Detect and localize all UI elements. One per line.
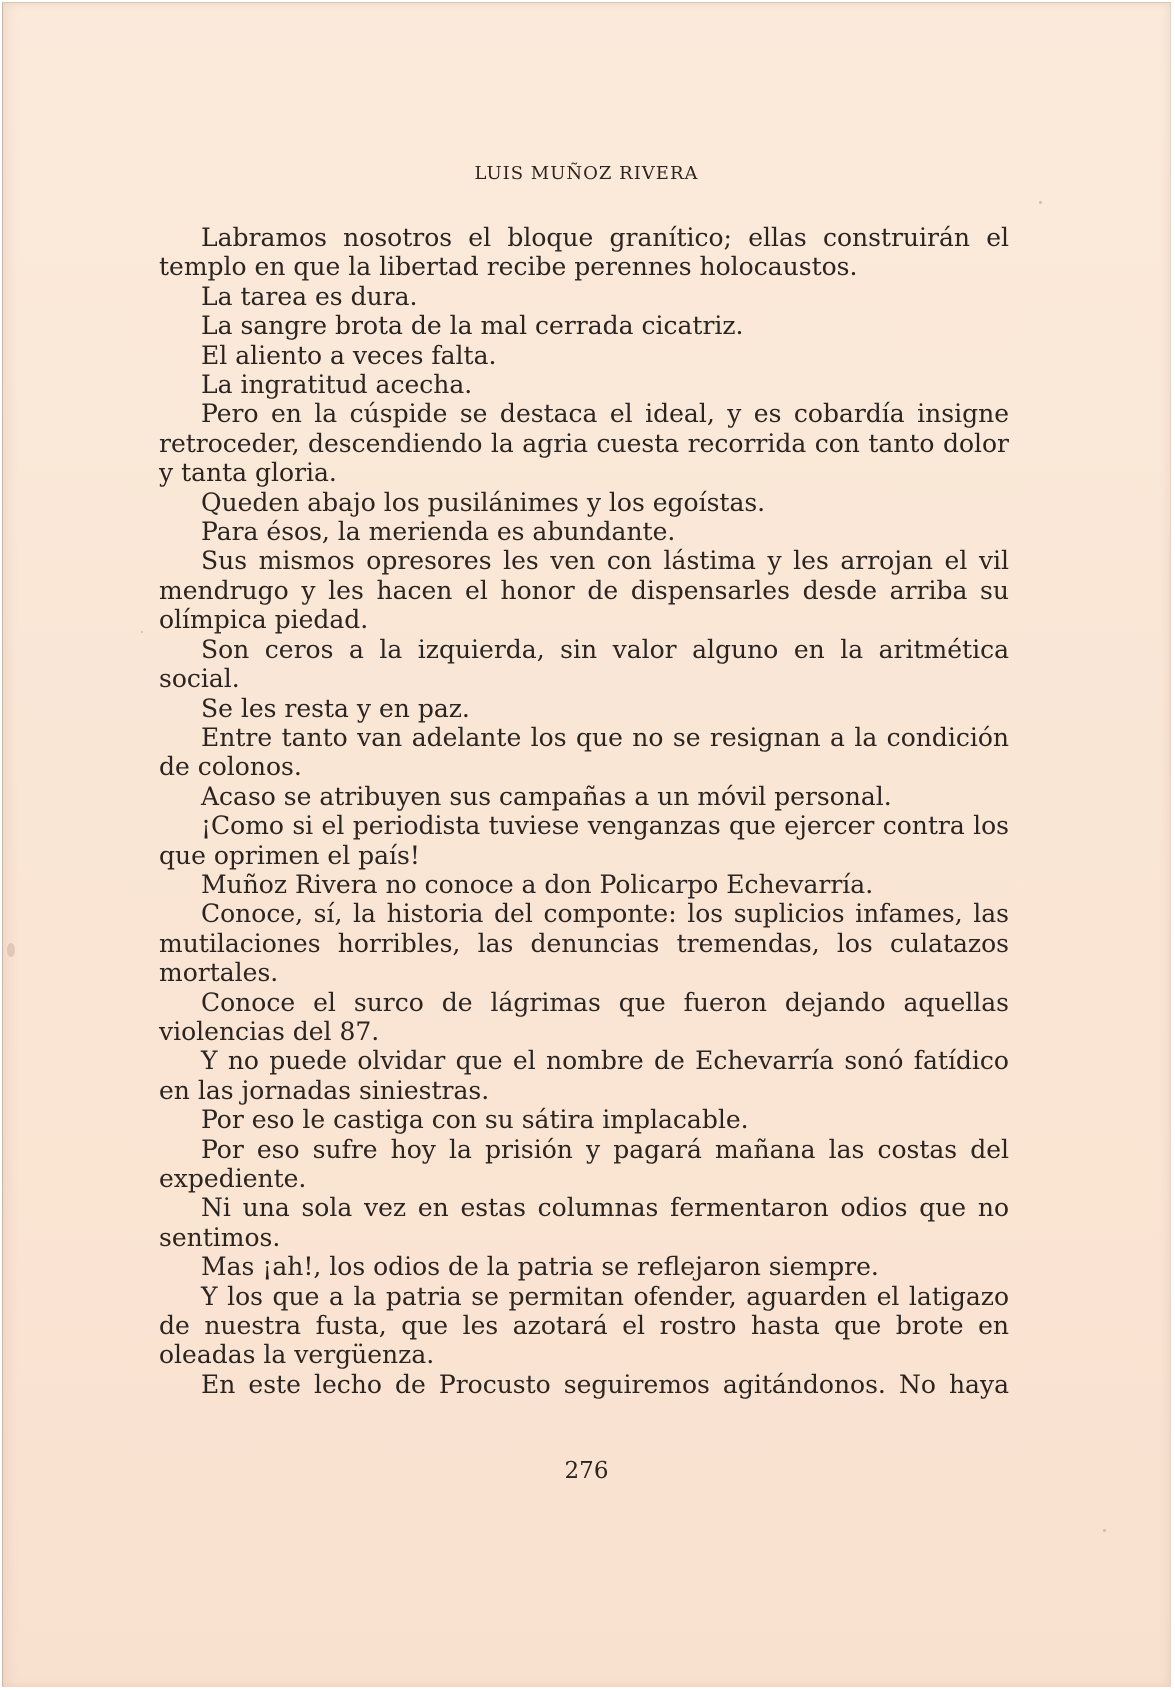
paragraph: Se les resta y en paz. [201,693,470,723]
paper-speck [1103,1529,1106,1532]
paragraph: Ni una sola vez en estas columnas fermentaron odios que no sentimos. [159,1193,1009,1252]
paper-speck [7,943,15,957]
paragraph: El aliento a veces falta. [201,340,497,370]
paragraph: ¡Como si el periodista tuviese venganzas que ejercer contra los que oprimen el país! [159,811,1009,870]
paragraph: Queden abajo los pusilánimes y los egoístas. [201,487,766,517]
paragraph: Conoce el surco de lágrimas que fueron dejando aquellas violencias del 87. [159,987,1009,1046]
paragraph: Y no puede olvidar que el nombre de Echevarría sonó fatídico en las jornadas siniestras. [159,1046,1009,1105]
running-head: LUIS MUÑOZ RIVERA [474,163,699,184]
paragraph: Labramos nosotros el bloque granítico; ellas construirán el templo en que la libertad recibe perennes holocaustos. [159,223,1009,282]
paragraph: La sangre brota de la mal cerrada cicatriz. [201,311,744,341]
paragraph: Mas ¡ah!, los odios de la patria se reflejaron siempre. [201,1252,879,1282]
paragraph: Y los que a la patria se permitan ofender, aguarden el latigazo de nuestra fusta, que les azotará el rostro hasta que brote en oleadas la vergüenza. [159,1281,1009,1370]
body-text [159,223,1009,1399]
paragraph: Para ésos, la merienda es abundante. [201,517,676,547]
paragraph: Conoce, sí, la historia del componte: los suplicios infames, las mutilaciones horribles, las denuncias tremendas, los culatazos mortales. [159,899,1009,988]
page-number: 276 [564,1458,609,1484]
paragraph: La ingratitud acecha. [201,370,473,400]
paragraph: Entre tanto van adelante los que no se resignan a la condición de colonos. [159,722,1009,782]
paragraph: Por eso sufre hoy la prisión y pagará mañana las costas del expediente. [159,1134,1009,1193]
paper-speck [141,631,143,633]
paragraph: Por eso le castiga con su sátira implacable. [201,1105,749,1135]
paragraph: Sus mismos opresores les ven con lástima y les arrojan el vil mendrugo y les hacen el honor de dispensarles desde arriba su olímpica piedad. [159,546,1009,635]
paragraph: Muñoz Rivera no conoce a don Policarpo Echevarría. [201,869,874,899]
book-page [2,2,1171,1687]
paragraph: Son ceros a la izquierda, sin valor alguno en la aritmética social. [159,634,1009,694]
paragraph: En este lecho de Procusto seguiremos agitándonos. No haya [201,1369,1009,1399]
paragraph: Pero en la cúspide se destaca el ideal, y es cobardía insigne retroceder, descendiendo la agria cuesta recorrida con tanto dolor y tanta gloria. [159,399,1009,488]
paragraph: Acaso se atribuyen sus campañas a un móvil personal. [201,781,892,811]
paragraph: La tarea es dura. [201,281,418,311]
paper-speck [1039,201,1042,204]
